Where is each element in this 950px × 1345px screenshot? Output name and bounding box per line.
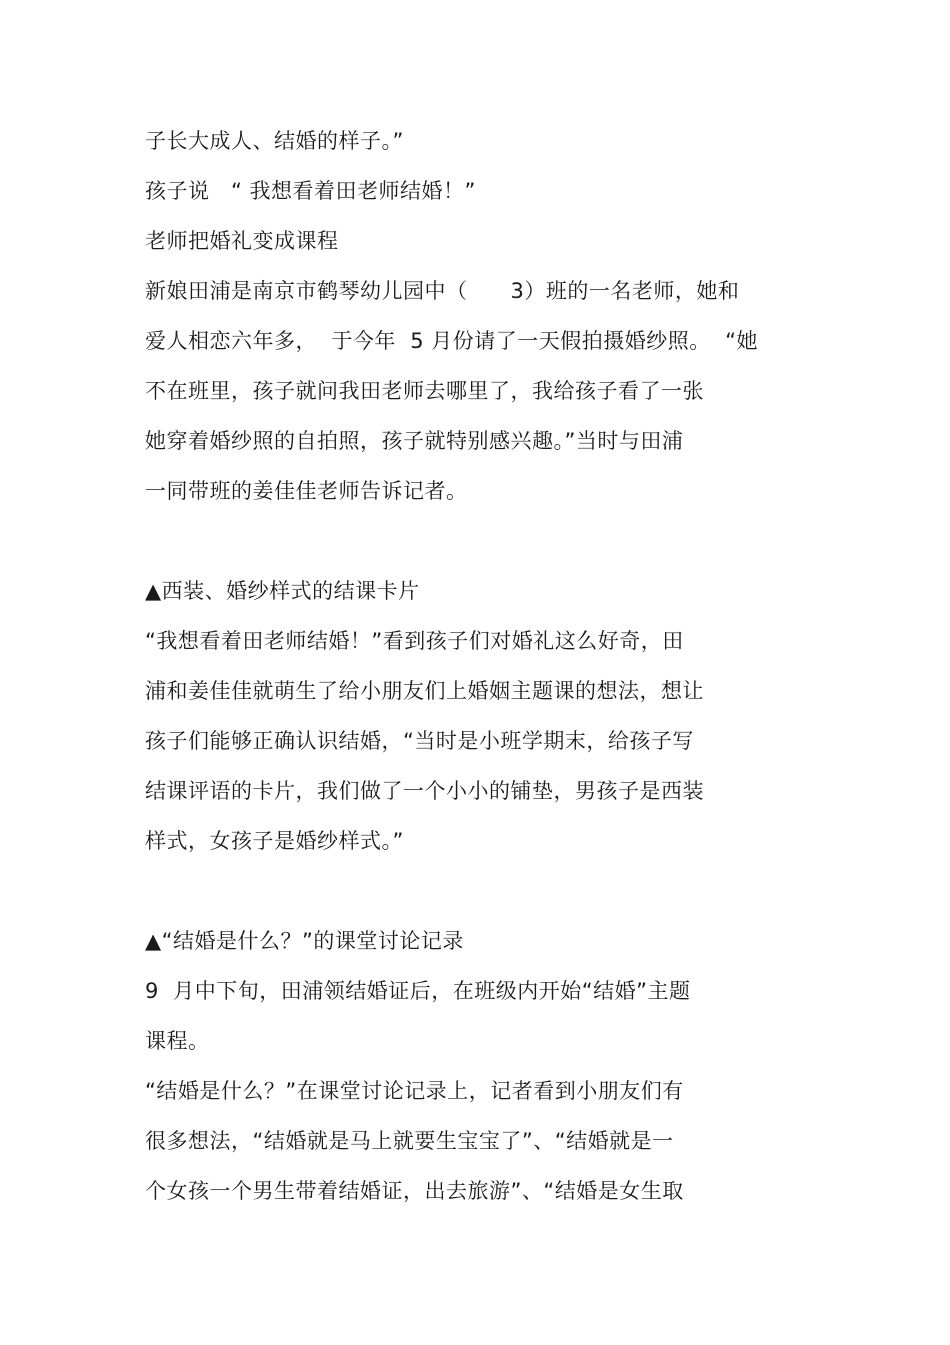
image-caption: ▲“结婚是什么？”的课堂讨论记录: [145, 929, 464, 953]
text-line: 她穿着婚纱照的自拍照，孩子就特别感兴趣。”当时与田浦: [145, 429, 684, 453]
text-line: 结课评语的卡片，我们做了一个小小的铺垫，男孩子是西装: [145, 779, 704, 803]
text-line: 浦和姜佳佳就萌生了给小朋友们上婚姻主题课的想法，想让: [145, 679, 704, 703]
text-line: 很多想法，“结婚就是马上就要生宝宝了”、“结婚就是一: [145, 1129, 674, 1153]
text-line: 不在班里，孩子就问我田老师去哪里了，我给孩子看了一张: [145, 379, 704, 403]
text-line: 课程。: [145, 1029, 210, 1053]
section-heading: 老师把婚礼变成课程: [145, 229, 339, 253]
text-line: “我想看着田老师结婚！”看到孩子们对婚礼这么好奇，田: [145, 629, 684, 653]
text-line: 新娘田浦是南京市鹤琴幼儿园中（ 3）班的一名老师，她和: [145, 279, 740, 303]
text-line: 孩子说 “ 我想看着田老师结婚！”: [145, 179, 476, 203]
text-line: 一同带班的姜佳佳老师告诉记者。: [145, 479, 468, 503]
text-line: 子长大成人、结婚的样子。”: [145, 129, 404, 153]
image-caption: ▲西装、婚纱样式的结课卡片: [145, 579, 420, 603]
text-line: 孩子们能够正确认识结婚，“当时是小班学期末，给孩子写: [145, 729, 694, 753]
text-line: 样式，女孩子是婚纱样式。”: [145, 829, 404, 853]
text-line: 个女孩一个男生带着结婚证，出去旅游”、“结婚是女生取: [145, 1179, 684, 1203]
text-line: 爱人相恋六年多， 于今年 5 月份请了一天假拍摄婚纱照。 “她: [145, 329, 758, 353]
text-line: “结婚是什么？”在课堂讨论记录上，记者看到小朋友们有: [145, 1079, 684, 1103]
text-line: 9 月中下旬，田浦领结婚证后，在班级内开始“结婚”主题: [145, 979, 691, 1003]
